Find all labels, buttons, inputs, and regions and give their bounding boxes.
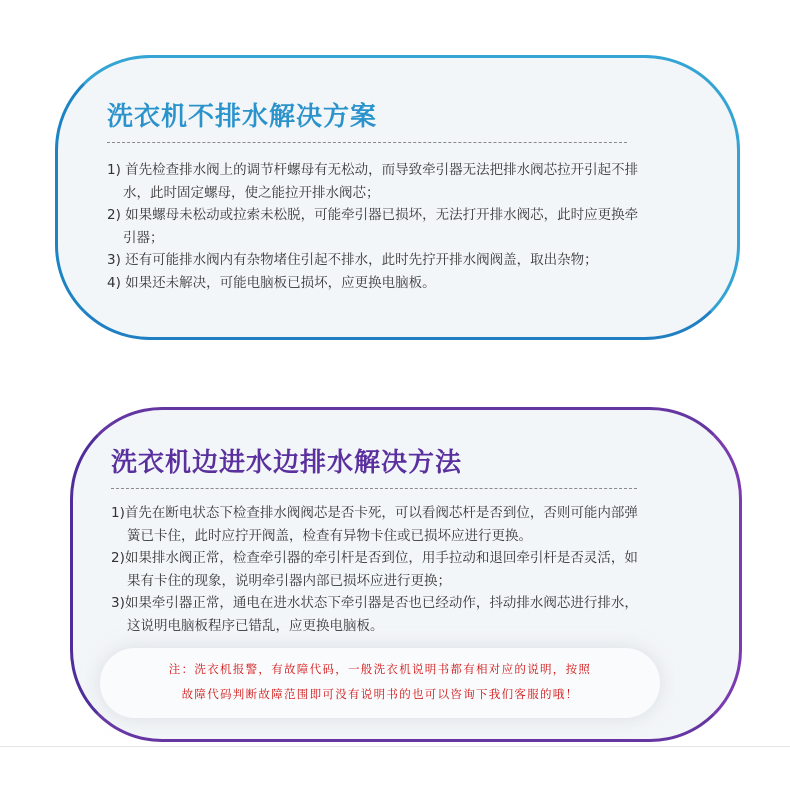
bottom-divider [0, 746, 790, 747]
list-item: 4) 如果还未解决，可能电脑板已损坏，应更换电脑板。 [107, 274, 436, 291]
list-item: 1)首先在断电状态下检查排水阀阀芯是否卡死，可以看阀芯杆是否到位，否则可能内部弹簧已卡住，此时应拧开阀盖，检查有异物卡住或已损坏应进行更换。 [111, 505, 638, 544]
list-item: 2) 如果螺母未松动或拉索未松脱，可能牵引器已损坏，无法打开排水阀芯，此时应更换牵引器； [107, 207, 639, 246]
section-title-no-drain: 洗衣机不排水解决方案 [107, 102, 378, 132]
dashed-divider [107, 142, 627, 143]
section-title-fill-while-drain: 洗衣机边进水边排水解决方法 [111, 448, 463, 478]
list-item: 1) 首先检查排水阀上的调节杆螺母有无松动，而导致牵引器无法把排水阀芯拉开引起不排水，此时固定螺母，使之能拉开排水阀芯； [107, 162, 639, 201]
note-text: 故障代码判断故障范围即可没有说明书的也可以咨询下我们客服的哦！ [181, 687, 579, 701]
list-item: 3)如果牵引器正常，通电在进水状态下牵引器是否也已经动作，抖动排水阀芯进行排水，这说明电脑板程序已错乱，应更换电脑板。 [111, 595, 638, 634]
solution-list-no-drain [107, 159, 647, 295]
note-box [100, 648, 660, 718]
solution-list-fill-while-drain [111, 502, 645, 638]
list-item: 2)如果排水阀正常，检查牵引器的牵引杆是否到位，用手拉动和退回牵引杆是否灵活，如果有卡住的现象，说明牵引器内部已损坏应进行更换； [111, 550, 638, 589]
list-item: 3) 还有可能排水阀内有杂物堵住引起不排水，此时先拧开排水阀阀盖，取出杂物； [107, 252, 598, 269]
note-text: 注：洗衣机报警，有故障代码，一般洗衣机说明书都有相对应的说明，按照 [168, 662, 592, 676]
dashed-divider [111, 488, 637, 489]
